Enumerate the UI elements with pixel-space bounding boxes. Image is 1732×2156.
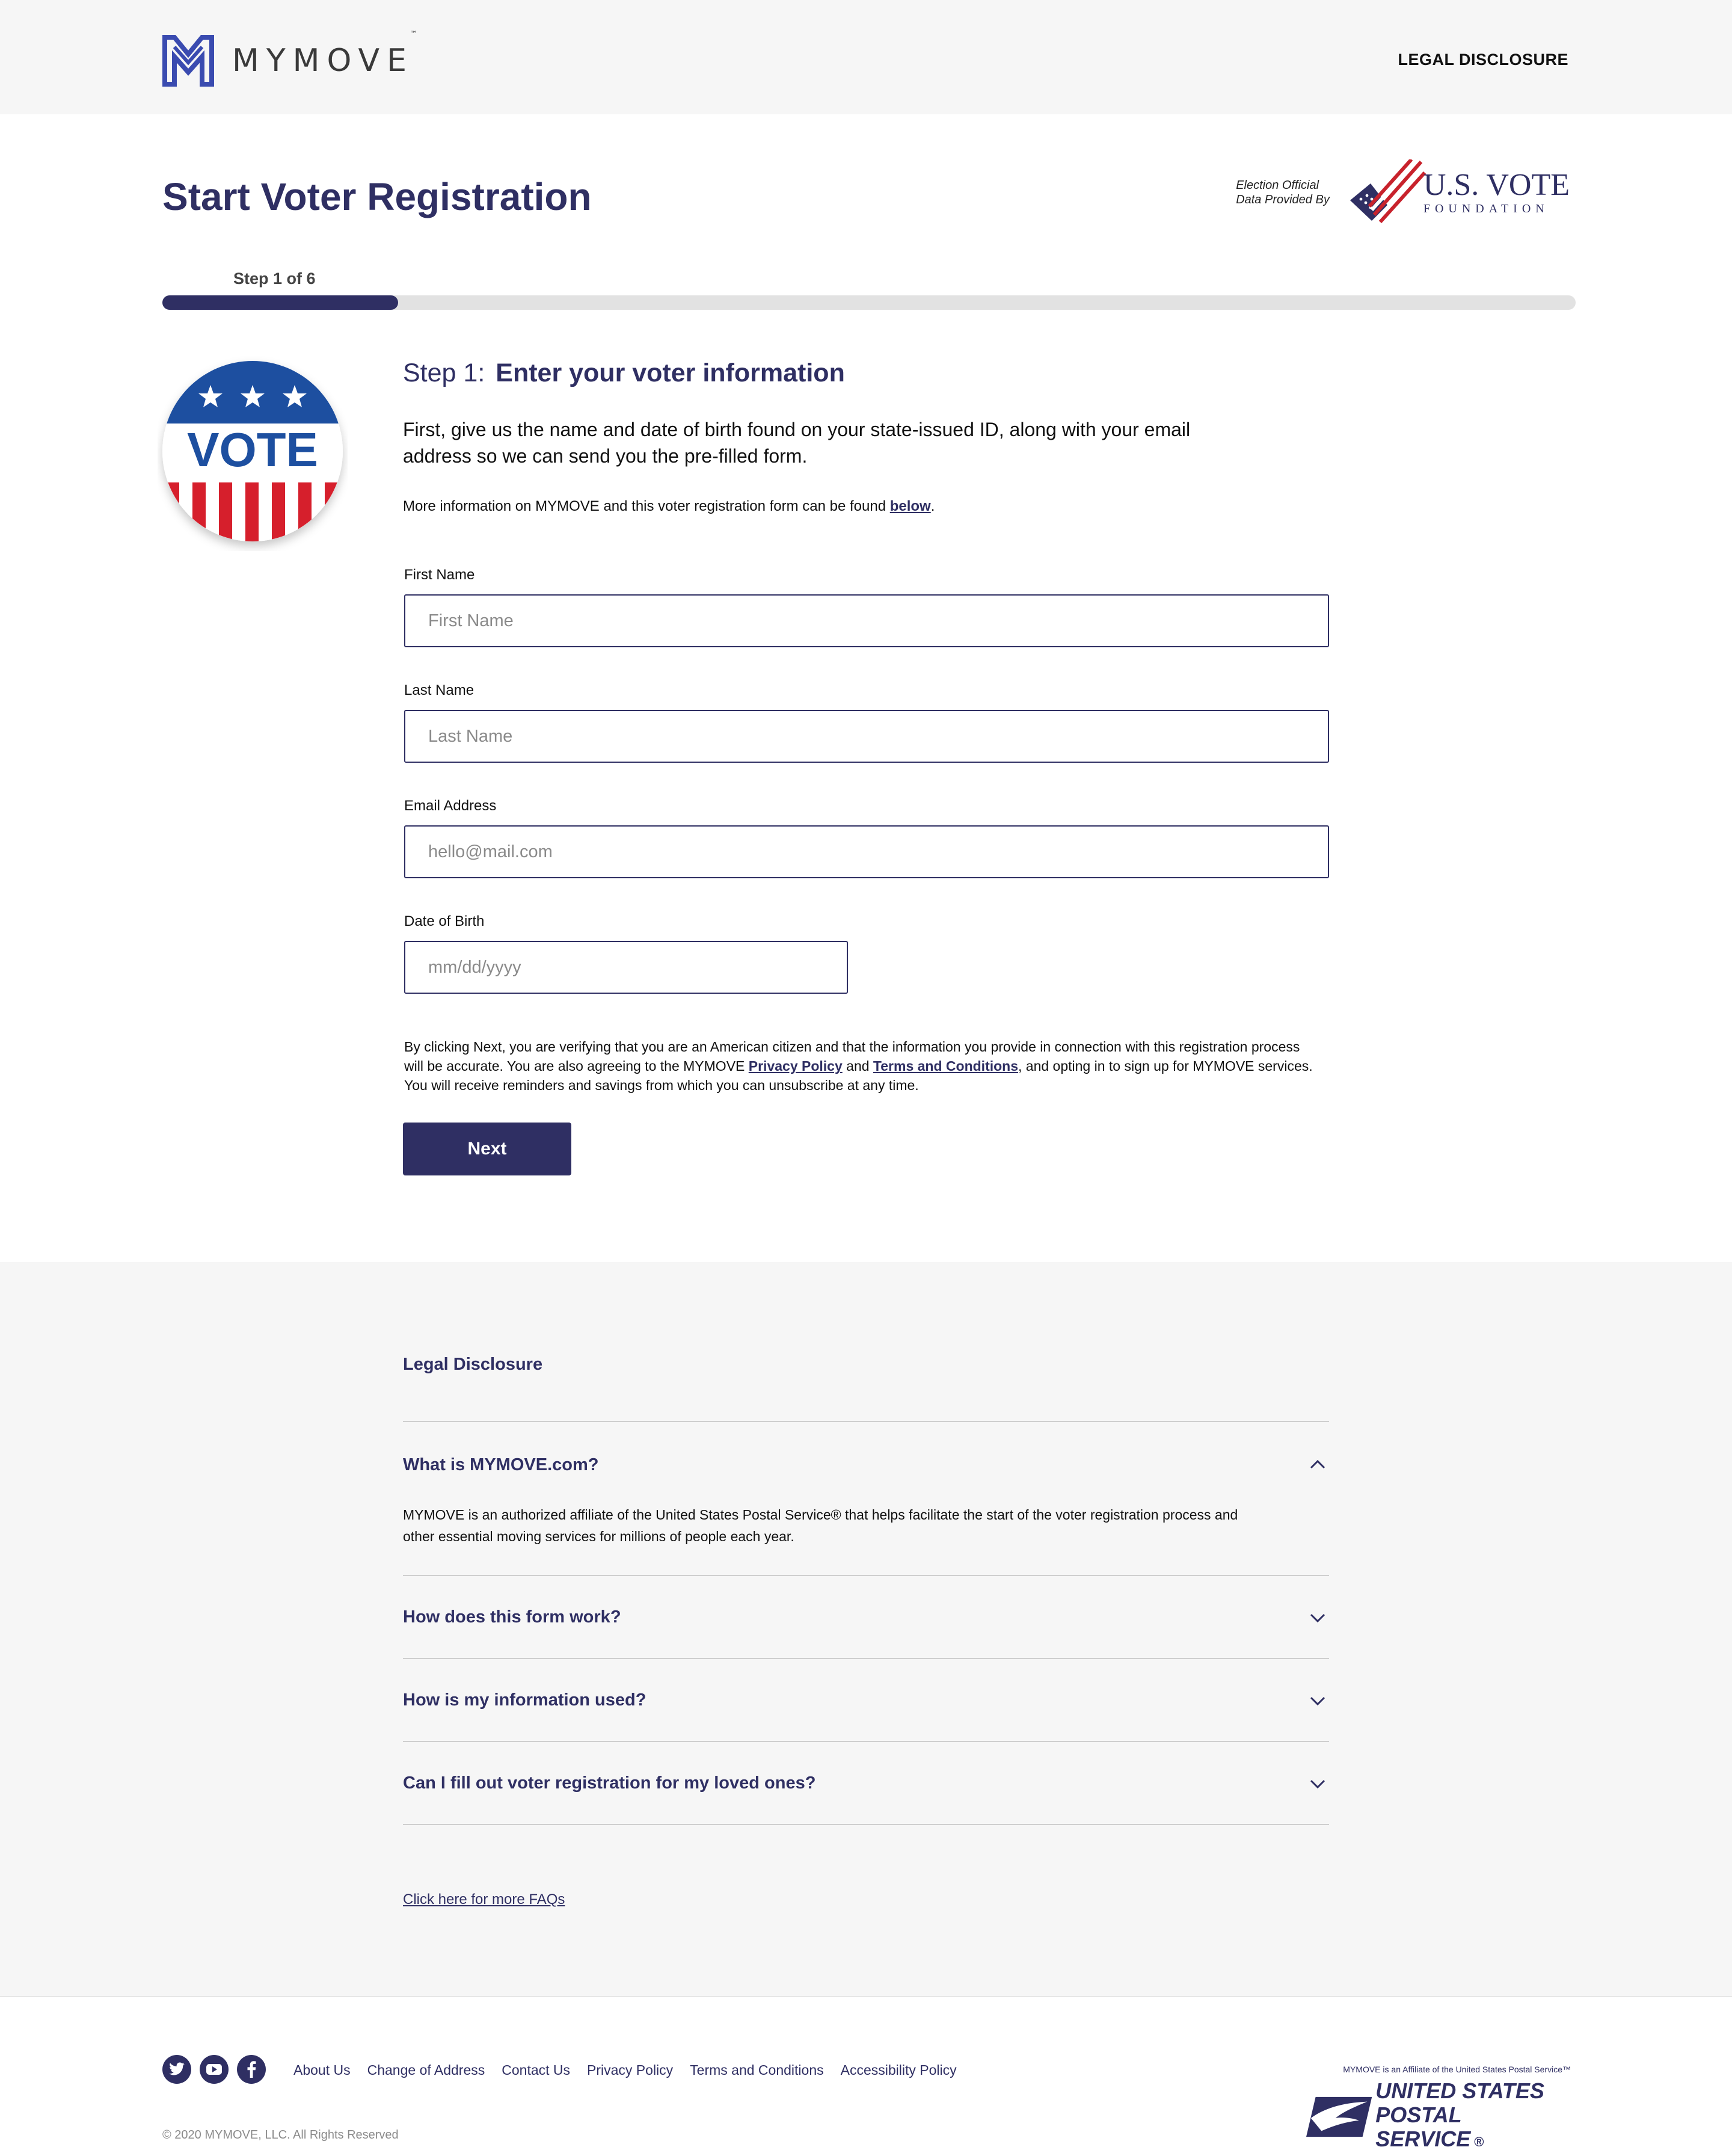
dob-input[interactable] <box>404 941 848 994</box>
mymove-m-icon <box>162 35 214 87</box>
legal-disclosure-link[interactable]: LEGAL DISCLOSURE <box>1398 51 1568 69</box>
dob-label: Date of Birth <box>404 913 485 929</box>
facebook-icon[interactable] <box>237 2055 266 2084</box>
last-name-input[interactable] <box>404 710 1329 763</box>
next-button[interactable]: Next <box>403 1123 571 1175</box>
faq-item[interactable] <box>403 1575 1329 1658</box>
usps-eagle-icon <box>1306 2094 1372 2140</box>
site-header <box>0 0 1732 114</box>
footer-link-about[interactable]: About Us <box>293 2062 351 2078</box>
footer-link-privacy[interactable]: Privacy Policy <box>587 2062 674 2078</box>
usps-caption: MYMOVE is an Affiliate of the United States Postal Service™ <box>1343 2065 1571 2074</box>
footer-links <box>293 2062 957 2078</box>
faq-question[interactable]: Can I fill out voter registration for my loved ones? <box>403 1773 816 1793</box>
vote-badge-text: VOTE <box>187 423 318 476</box>
step-counter: Step 1 of 6 <box>233 270 316 288</box>
footer-divider <box>0 1996 1732 1997</box>
first-name-label: First Name <box>404 567 475 583</box>
faq-item[interactable] <box>403 1658 1329 1741</box>
below-link[interactable]: below <box>889 498 931 514</box>
usps-wordmark: UNITED STATES POSTAL SERVICE ® <box>1375 2078 1544 2151</box>
faq-question[interactable]: How is my information used? <box>403 1690 646 1710</box>
flag-checkmark-icon <box>1348 159 1426 226</box>
faq-accordion <box>403 1421 1329 1825</box>
step-heading: Step 1: Enter your voter information <box>403 359 845 387</box>
partner-name: U.S. VOTE FOUNDATION <box>1423 167 1570 215</box>
chevron-up-icon[interactable] <box>1309 1456 1327 1474</box>
faq-item[interactable] <box>403 1421 1329 1575</box>
more-faqs-link[interactable]: Click here for more FAQs <box>403 1891 565 1908</box>
more-info-text: More information on MYMOVE and this voter registration form can be found below. <box>403 498 935 514</box>
legal-heading: Legal Disclosure <box>403 1355 543 1374</box>
step-intro: First, give us the name and date of birth found on your state-issued ID, along with your email address so we can send you the pre-filled form. <box>403 419 1191 467</box>
chevron-down-icon[interactable] <box>1309 1775 1327 1793</box>
us-vote-foundation-logo <box>1236 159 1570 226</box>
youtube-icon[interactable] <box>200 2055 229 2084</box>
footer-link-change-of-address[interactable]: Change of Address <box>367 2062 485 2078</box>
email-label: Email Address <box>404 798 497 814</box>
usps-logo <box>1306 2079 1571 2154</box>
progress-bar-fill <box>162 295 398 310</box>
page-title: Start Voter Registration <box>162 175 592 218</box>
brand-name: MYMOVE™ <box>232 29 417 79</box>
chevron-down-icon[interactable] <box>1309 1692 1327 1710</box>
terms-link[interactable]: Terms and Conditions <box>873 1058 1019 1074</box>
copyright: © 2020 MYMOVE, LLC. All Rights Reserved <box>162 2128 399 2142</box>
progress-bar <box>162 295 1576 310</box>
footer-link-contact[interactable]: Contact Us <box>502 2062 571 2078</box>
mymove-logo[interactable] <box>162 29 421 87</box>
last-name-label: Last Name <box>404 682 474 698</box>
twitter-icon[interactable] <box>162 2055 191 2084</box>
social-links <box>162 2055 266 2084</box>
faq-answer: MYMOVE is an authorized affiliate of the United States Postal Service® that helps facilitate the start of the voter registration process and other essential moving services for millions of people each year. <box>403 1507 1238 1544</box>
footer-link-accessibility[interactable]: Accessibility Policy <box>840 2062 957 2078</box>
faq-question[interactable]: What is MYMOVE.com? <box>403 1455 599 1474</box>
faq-item[interactable] <box>403 1741 1329 1825</box>
faq-question[interactable]: How does this form work? <box>403 1607 621 1627</box>
vote-badge-icon <box>158 356 348 551</box>
chevron-down-icon[interactable] <box>1309 1609 1327 1627</box>
consent-text: By clicking Next, you are verifying that you are an American citizen and that the information you provide in connection with this registration process will be accurate. You are also agreeing to the MYMOVE Privacy Policy and Terms and Conditions, and opting in to sign up for MYMOVE services. You will receive reminders and savings from which you can unsubscribe at any time. <box>404 1039 1313 1093</box>
footer-link-terms[interactable]: Terms and Conditions <box>690 2062 824 2078</box>
partner-caption: Election Official Data Provided By <box>1236 179 1330 206</box>
privacy-policy-link[interactable]: Privacy Policy <box>748 1058 843 1074</box>
first-name-input[interactable] <box>404 594 1329 647</box>
email-input[interactable] <box>404 825 1329 878</box>
usps-affiliate-logo <box>1306 2065 1571 2154</box>
